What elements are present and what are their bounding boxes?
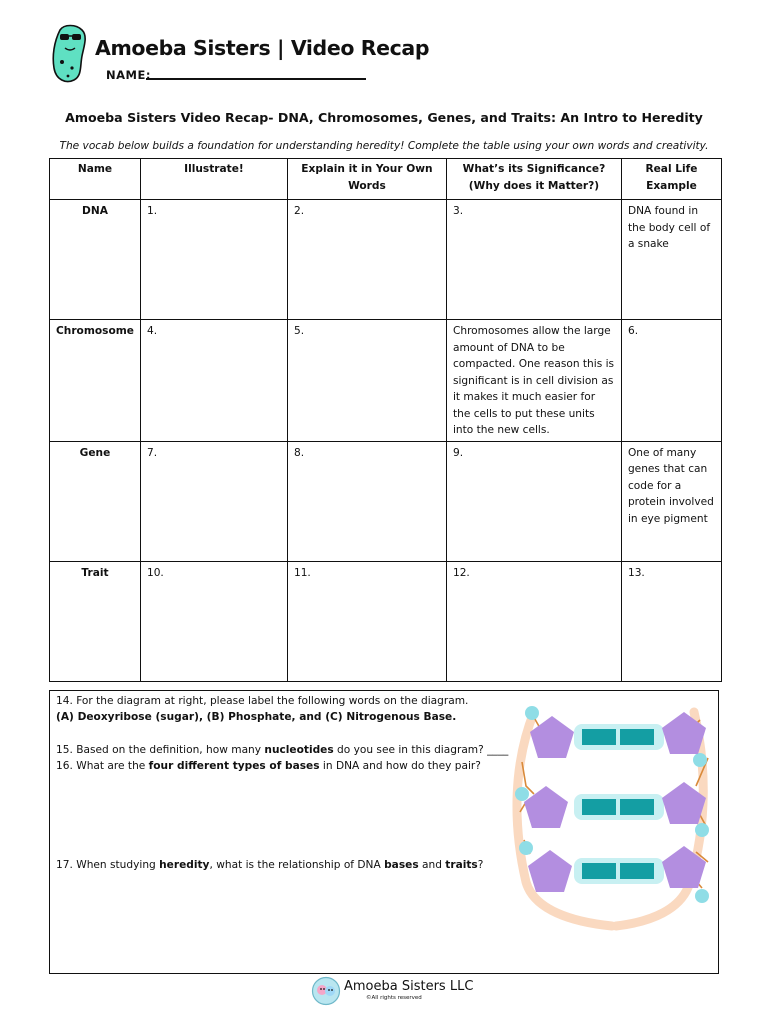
- col-header-example: Real Life Example: [621, 159, 721, 200]
- phosphate-icon: [519, 841, 533, 855]
- keyword-traits: traits: [445, 859, 478, 871]
- col-header-illustrate: Illustrate!: [140, 159, 287, 200]
- keyword-nucleotides: nucleotides: [264, 744, 334, 756]
- keyword-four-bases: four different types of bases: [148, 760, 320, 772]
- row-term: Trait: [50, 561, 141, 681]
- explain-cell[interactable]: 11.: [287, 561, 446, 681]
- worksheet-instructions: The vocab below builds a foundation for understanding heredity! Complete the table using your own words and creativity.: [59, 140, 709, 152]
- dna-ladder-diagram: [512, 702, 720, 934]
- vocab-table: [49, 158, 722, 682]
- brand-title: Amoeba Sisters | Video Recap: [95, 36, 430, 60]
- significance-cell[interactable]: 12.: [446, 561, 621, 681]
- question-14-text: 14. For the diagram at right, please label the following words on the diagram.: [56, 695, 469, 707]
- nitrogenous-base-icon: [582, 729, 616, 745]
- significance-cell: Chromosomes allow the large amount of DNA to be compacted. One reason this is significant is in cell division as it makes it much easier for the cells to put these units into the new cells.: [446, 320, 621, 442]
- keyword-bases: bases: [384, 859, 419, 871]
- name-label: NAME:: [106, 68, 151, 82]
- illustrate-cell[interactable]: 7.: [140, 441, 287, 561]
- row-term: Gene: [50, 441, 141, 561]
- explain-cell[interactable]: 5.: [287, 320, 446, 442]
- deoxyribose-sugar-icon: [524, 786, 568, 828]
- question-14-terms: (A) Deoxyribose (sugar), (B) Phosphate, and (C) Nitrogenous Base.: [56, 711, 457, 723]
- row-term: Chromosome: [50, 320, 141, 442]
- amoeba-mascot-logo: [48, 22, 92, 86]
- nitrogenous-base-icon: [620, 799, 654, 815]
- table-header-row: [50, 159, 722, 200]
- phosphate-icon: [515, 787, 529, 801]
- example-cell[interactable]: 6.: [621, 320, 721, 442]
- table-row: [50, 441, 722, 561]
- row-term: DNA: [50, 200, 141, 320]
- footer-company-name: Amoeba Sisters LLC: [344, 979, 474, 994]
- nitrogenous-base-icon: [582, 863, 616, 879]
- phosphate-icon: [525, 706, 539, 720]
- nitrogenous-base-icon: [582, 799, 616, 815]
- question-16: 16. What are the four different types of bases in DNA and how do they pair?: [56, 760, 481, 772]
- question-17: 17. When studying heredity, what is the relationship of DNA bases and traits?: [56, 859, 484, 871]
- phosphate-icon: [695, 889, 709, 903]
- illustrate-cell[interactable]: 10.: [140, 561, 287, 681]
- col-header-explain: Explain it in Your Own Words: [287, 159, 446, 200]
- illustrate-cell[interactable]: 4.: [140, 320, 287, 442]
- worksheet-title: Amoeba Sisters Video Recap- DNA, Chromosomes, Genes, and Traits: An Intro to Heredity: [65, 110, 703, 125]
- nitrogenous-base-icon: [620, 863, 654, 879]
- example-cell: One of many genes that can code for a protein involved in eye pigment: [621, 441, 721, 561]
- table-row: [50, 200, 722, 320]
- example-cell: DNA found in the body cell of a snake: [621, 200, 721, 320]
- significance-cell[interactable]: 9.: [446, 441, 621, 561]
- footer-rights: ©All rights reserved: [366, 995, 422, 1001]
- question-15: 15. Based on the definition, how many nucleotides do you see in this diagram? ____: [56, 744, 509, 756]
- table-row: [50, 561, 722, 681]
- illustrate-cell[interactable]: 1.: [140, 200, 287, 320]
- explain-cell[interactable]: 2.: [287, 200, 446, 320]
- table-row: [50, 320, 722, 442]
- deoxyribose-sugar-icon: [528, 850, 572, 892]
- keyword-heredity: heredity: [159, 859, 210, 871]
- nitrogenous-base-icon: [620, 729, 654, 745]
- phosphate-icon: [693, 753, 707, 767]
- col-header-name: Name: [50, 159, 141, 200]
- phosphate-icon: [695, 823, 709, 837]
- col-header-significance: What’s its Significance? (Why does it Matter?): [446, 159, 621, 200]
- amoeba-sisters-footer-logo: [311, 976, 341, 1006]
- significance-cell[interactable]: 3.: [446, 200, 621, 320]
- example-cell[interactable]: 13.: [621, 561, 721, 681]
- explain-cell[interactable]: 8.: [287, 441, 446, 561]
- name-input-line[interactable]: [146, 78, 366, 80]
